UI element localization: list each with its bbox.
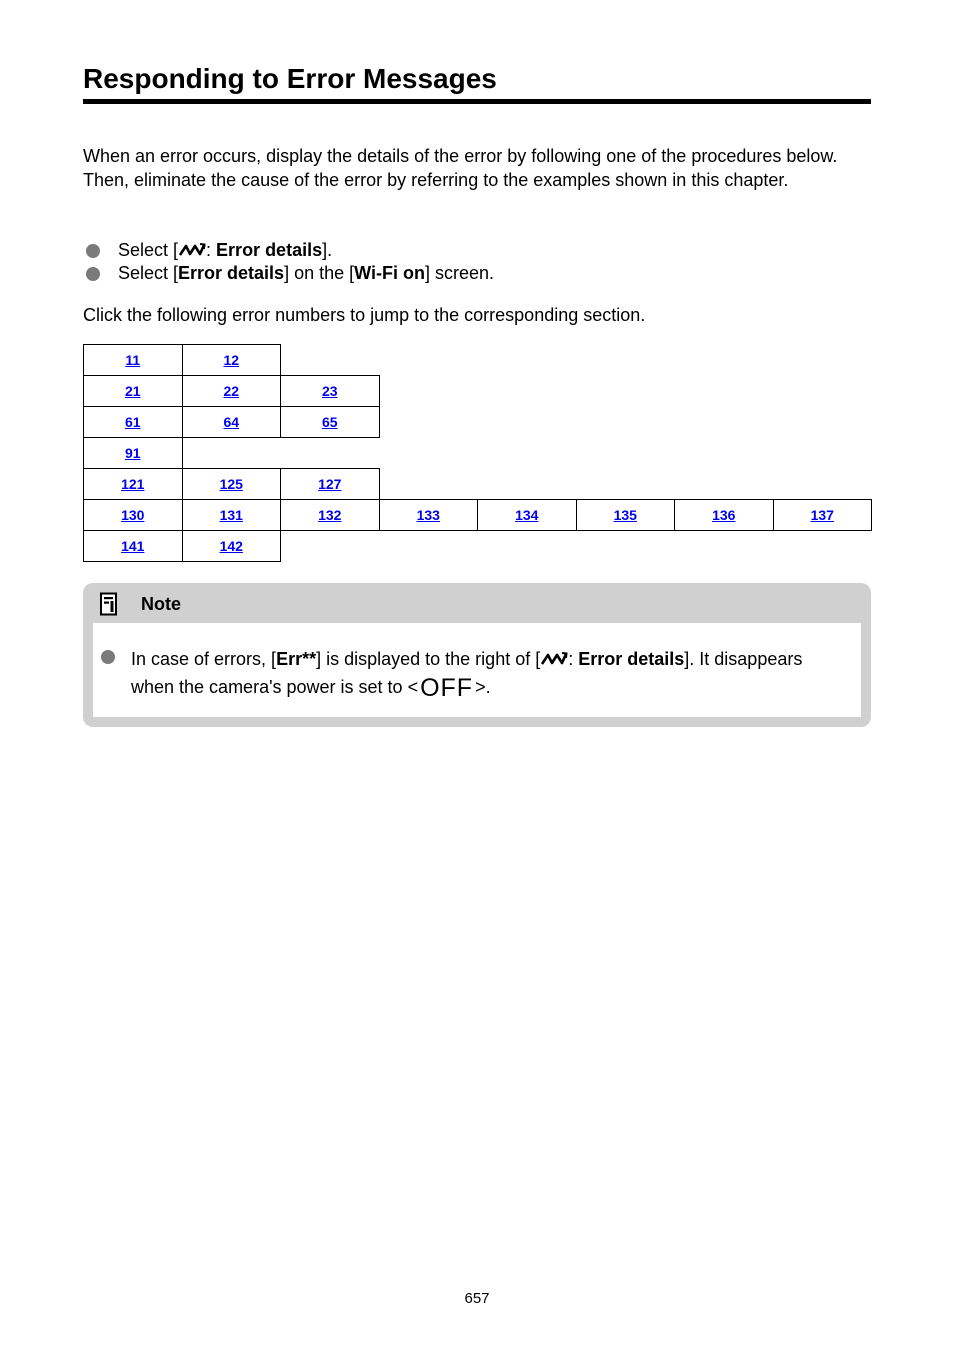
empty-cell (576, 345, 675, 376)
table-cell (182, 407, 281, 438)
empty-cell (675, 438, 774, 469)
empty-cell (478, 345, 577, 376)
note-content (93, 623, 861, 717)
table-cell (182, 500, 281, 531)
list-item: Select [ : Error details]. (83, 239, 871, 262)
table-cell (773, 500, 872, 531)
empty-cell (576, 407, 675, 438)
error-link-22[interactable]: 22 (223, 383, 240, 399)
error-link-131[interactable]: 131 (219, 507, 243, 523)
bullet-icon (101, 650, 115, 664)
note-header (99, 591, 181, 617)
error-link-65[interactable]: 65 (321, 414, 338, 430)
error-link-137[interactable]: 137 (810, 507, 834, 523)
error-link-23[interactable]: 23 (321, 383, 338, 399)
table-cell (182, 531, 281, 562)
table-cell (182, 345, 281, 376)
empty-cell (773, 407, 872, 438)
empty-cell (478, 469, 577, 500)
table-row (84, 407, 872, 438)
error-link-121[interactable]: 121 (121, 476, 145, 492)
empty-cell (379, 376, 478, 407)
error-link-135[interactable]: 135 (613, 507, 637, 523)
empty-cell (773, 345, 872, 376)
empty-cell (576, 438, 675, 469)
table-cell (576, 500, 675, 531)
empty-cell (182, 438, 379, 469)
error-link-11[interactable]: 11 (125, 352, 141, 368)
table-cell (84, 376, 183, 407)
page-number: 657 (464, 1290, 490, 1307)
error-link-125[interactable]: 125 (219, 476, 243, 492)
error-link-12[interactable]: 12 (223, 352, 240, 368)
empty-cell (379, 345, 478, 376)
empty-cell (478, 531, 577, 562)
table-cell (281, 469, 380, 500)
empty-cell (576, 376, 675, 407)
table-row (84, 531, 872, 562)
empty-cell (773, 469, 872, 500)
note-title: Note (141, 593, 181, 614)
empty-cell (478, 438, 577, 469)
error-link-127[interactable]: 127 (318, 476, 342, 492)
table-cell (84, 407, 183, 438)
empty-cell (675, 531, 774, 562)
error-number-table (83, 344, 872, 562)
table-cell (281, 376, 380, 407)
table-cell (281, 407, 380, 438)
table-cell (182, 376, 281, 407)
table-row (84, 500, 872, 531)
empty-cell (576, 531, 675, 562)
empty-cell (675, 345, 774, 376)
note-memo-icon (99, 592, 119, 616)
error-link-130[interactable]: 130 (121, 507, 145, 523)
error-link-134[interactable]: 134 (515, 507, 539, 523)
error-link-91[interactable]: 91 (124, 445, 141, 461)
empty-cell (478, 376, 577, 407)
power-off-symbol: OFF (420, 674, 474, 702)
error-link-64[interactable]: 64 (223, 414, 240, 430)
table-cell (675, 500, 774, 531)
note-text: In case of errors, [Err**] is displayed to the right of [ : Error details]. It disappears when the camera's power is set to <OFF >. (131, 649, 803, 702)
empty-cell (379, 469, 478, 500)
error-link-21[interactable]: 21 (124, 383, 141, 399)
empty-cell (478, 407, 577, 438)
empty-cell (379, 407, 478, 438)
error-link-141[interactable]: 141 (121, 538, 145, 554)
table-cell (84, 469, 183, 500)
table-cell (281, 500, 380, 531)
procedure-list (83, 239, 871, 285)
empty-cell (379, 438, 478, 469)
table-cell (84, 500, 183, 531)
table-cell (84, 438, 183, 469)
page-title: Responding to Error Messages (83, 63, 497, 94)
empty-cell (773, 531, 872, 562)
wireless-settings-icon (540, 651, 568, 667)
empty-cell (379, 531, 478, 562)
note-box (83, 583, 871, 727)
table-cell (84, 345, 183, 376)
list-item: Select [Error details] on the [Wi-Fi on] screen. (83, 262, 871, 285)
empty-cell (675, 407, 774, 438)
table-cell (84, 531, 183, 562)
error-link-136[interactable]: 136 (712, 507, 736, 523)
error-link-132[interactable]: 132 (318, 507, 342, 523)
table-cell (379, 500, 478, 531)
empty-cell (281, 531, 380, 562)
empty-cell (576, 469, 675, 500)
bullet-icon (86, 267, 100, 281)
error-link-61[interactable]: 61 (124, 414, 141, 430)
table-cell (182, 469, 281, 500)
table-cell (478, 500, 577, 531)
empty-cell (675, 469, 774, 500)
error-link-133[interactable]: 133 (416, 507, 440, 523)
empty-cell (281, 345, 380, 376)
empty-cell (773, 376, 872, 407)
table-row (84, 376, 872, 407)
table-row (84, 438, 872, 469)
title-underline (83, 99, 871, 104)
table-row (84, 345, 872, 376)
bullet-icon (86, 244, 100, 258)
error-link-142[interactable]: 142 (219, 538, 243, 554)
empty-cell (675, 376, 774, 407)
empty-cell (773, 438, 872, 469)
table-row (84, 469, 872, 500)
wireless-settings-icon (178, 242, 206, 258)
intro-paragraph: When an error occurs, display the details of the error by following one of the procedures below. Then, eliminate the cause of the error by referring to the examples shown in this chapter. (83, 146, 838, 190)
jump-instructions: Click the following error numbers to jump to the corresponding section. (83, 305, 646, 325)
